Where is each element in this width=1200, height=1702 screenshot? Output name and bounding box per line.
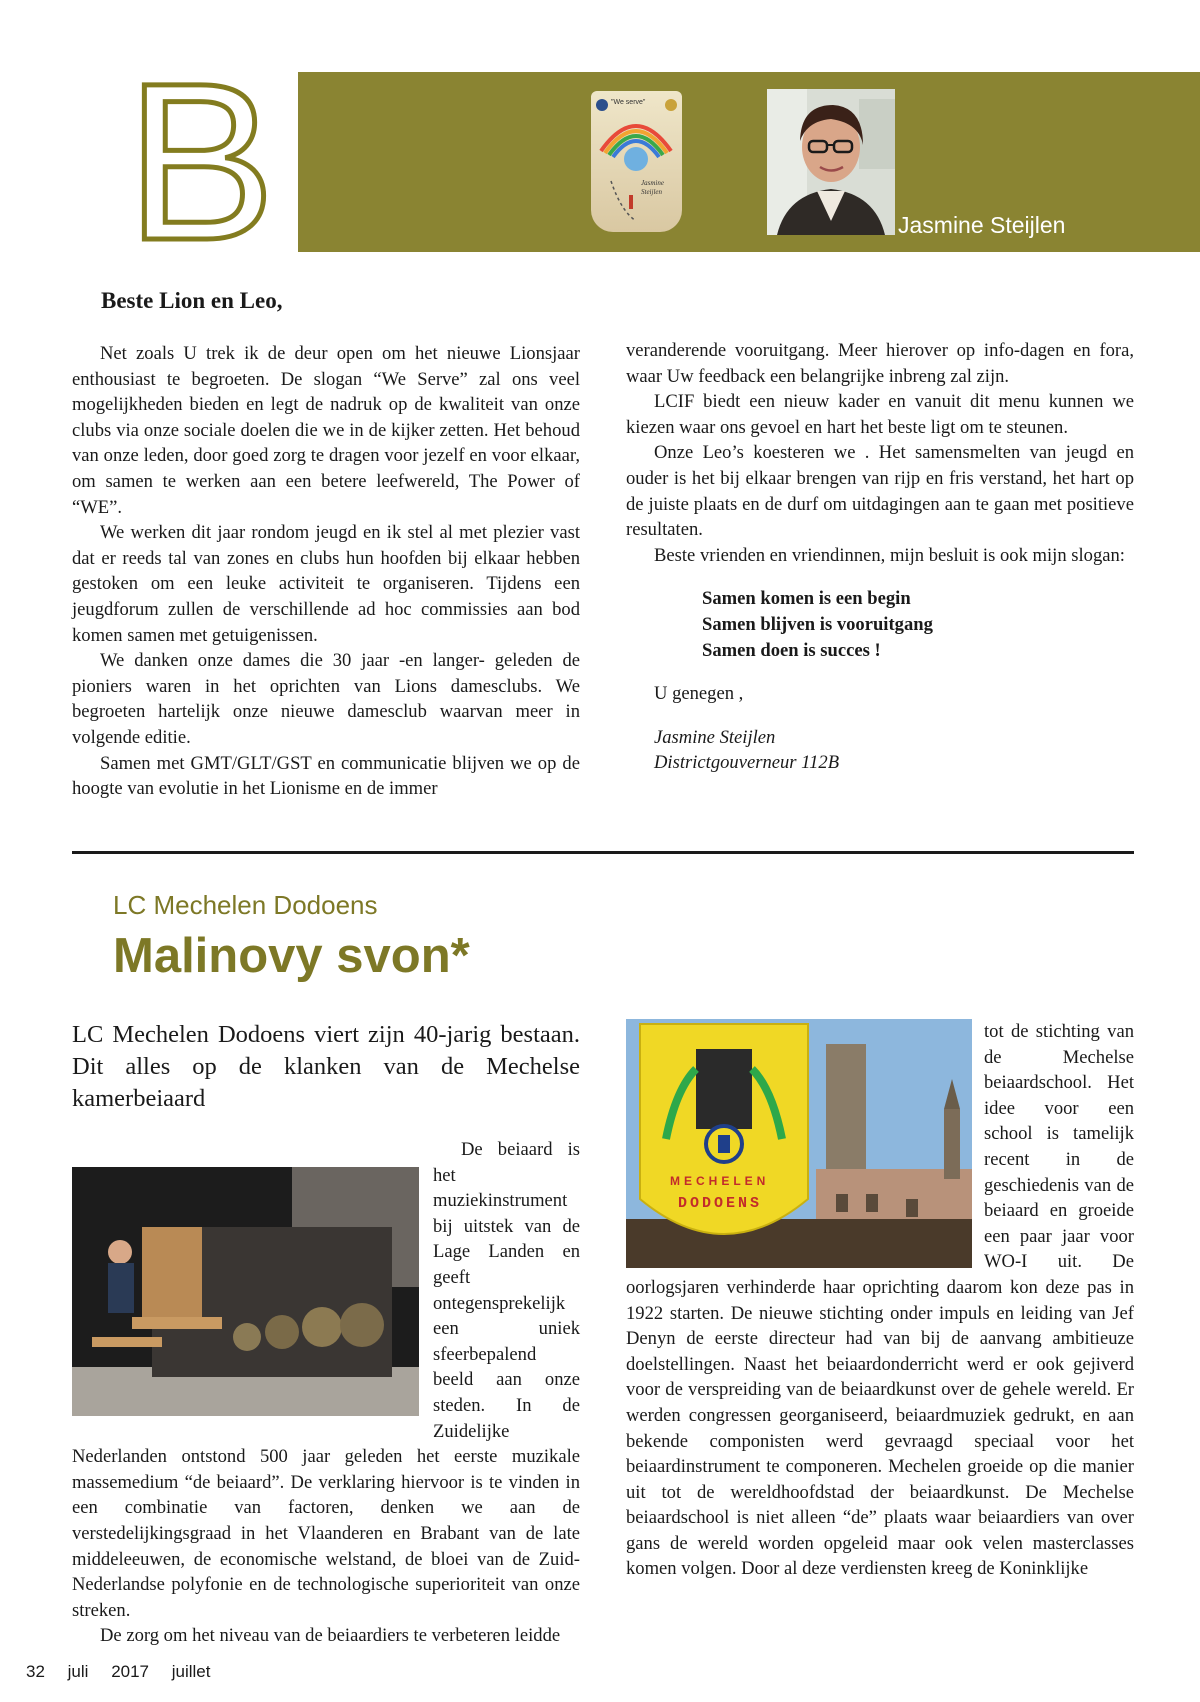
page-footer: [26, 1662, 229, 1682]
letter-paragraph: LCIF biedt een nieuw kader en vanuit dit menu kunnen we kiezen waar ons gevoel en hart het beste ligt om te steunen.: [626, 391, 1134, 438]
letter-paragraph: We werken dit jaar rondom jeugd en ik stel al met plezier vast dat er reeds tal van zones en clubs hun hoofden bij elkaar hebben gestoken om een leuke activiteit te organiseren. Tijdens een jeugdforum zullen de verschillende ad hoc commissies aan bod komen samen met getuigenissen.: [72, 522, 580, 646]
section-initial: B: [126, 37, 276, 287]
carillon-player-photo: [72, 1167, 419, 1416]
banner-text-mechelen: MECHELEN: [670, 1174, 770, 1188]
we-serve-poster-image: [591, 91, 682, 232]
letter-closing: U genegen ,: [654, 683, 744, 705]
issue-month: juli: [67, 1662, 89, 1681]
author-portrait-image: [767, 89, 895, 235]
letter-paragraph: Samen met GMT/GLT/GST en communicatie blijven we op de hoogte van evolutie in het Lionisme en de immer: [72, 752, 580, 800]
banner-text-dodoens: DODOENS: [678, 1195, 763, 1212]
issue-year: 2017: [111, 1662, 150, 1681]
club-banner-photo: [626, 1019, 972, 1268]
article-column-left: [72, 1137, 580, 1649]
signature-title: Districtgouverneur 112B: [654, 752, 840, 774]
author-name: Jasmine Steijlen: [898, 212, 1066, 238]
article-paragraph: De zorg om het niveau van de beiaardiers te verbeteren leidde: [100, 1625, 561, 1647]
letter-column-left: [72, 341, 580, 802]
issue-month-fr: juillet: [171, 1662, 211, 1681]
slogan-line: Samen komen is een begin: [702, 588, 911, 610]
letter-paragraph: We danken onze dames die 30 jaar -en langer- geleden de pioniers waren in het oprichten van Lions damesclubs. We begroeten hartelijk onze nieuwe damesclub waarvan meer in volgende editie.: [72, 650, 580, 748]
slogan: [702, 586, 1134, 663]
section-divider: [72, 851, 1134, 854]
article-title: Malinovy svon*: [113, 929, 470, 983]
article-lead: LC Mechelen Dodoens viert zijn 40-jarig bestaan. Dit alles op de klanken van de Mechelse kamerbeiaard: [72, 1021, 580, 1112]
poster-slogan: "We serve": [611, 99, 646, 106]
letter-paragraph: Onze Leo’s koesteren we . Het samensmelten van jeugd en ouder is het bij elkaar brengen van rijp en fris verstand, het hart op de juiste plaats en de durf om uitdagingen aan te gaan met positieve resultaten.: [626, 442, 1134, 541]
letter-signature: [654, 725, 1134, 776]
poster-name: Jasmine Steijlen: [641, 179, 664, 196]
article-paragraph: tot de stichting van de Mechelse beiaardschool. Het idee voor een school is tamelijk recent in de geschiedenis van de beiaard en groeide een paar jaar voor WO-I uit. De oorlogsjaren verhinderde haar oprichting daarom kon deze pas in 1922 starten. De nieuwe stichting onder impuls en leiding van Jef Denyn de eerste directeur had van bij de aanvang ambitieuze doelstellingen. Naast het beiaardonderricht werd er ook gejiverd voor de verspreiding van de beiaardkunst over de gehele wereld. Er werden congressen georganiseerd, beiaardmuziek gedrukt, en aan bekende componisten werd gevraagd speciaal voor het beiaardinstrument te componeren. Mechelen groeide op die manier uit tot de wereldhoofdstad der beiaardkunst. De Mechelse beiaardschool is niet alleen “de” plaats waar beiaardiers van over gans de wereld worden opgeleid maar ook velen masterclasses komen volgen. Door al deze verdiensten kreeg de Koninklijke: [626, 1021, 1134, 1580]
page-number: 32: [26, 1662, 45, 1681]
letter-column-right: [626, 338, 1134, 776]
letter-paragraph: Net zoals U trek ik de deur open om het nieuwe Lionsjaar enthousiast te begroeten. De slogan “We Serve” zal ons veel mogelijkheden bieden en legt de nadruk op de kwaliteit van onze clubs via onze sociale doelen die we in de kijker zetten. Het behoud van onze leden, door goed zorg te dragen voor jezelf en voor elkaar, om samen te werken aan een betere leefwereld, The Power of “WE”.: [72, 343, 580, 518]
slogan-line: Samen doen is succes !: [702, 639, 881, 661]
letter-paragraph: Beste vrienden en vriendinnen, mijn besluit is ook mijn slogan:: [654, 544, 1125, 566]
letter-salutation: Beste Lion en Leo,: [101, 288, 283, 313]
slogan-line: Samen blijven is vooruitgang: [702, 613, 933, 635]
letter-paragraph: veranderende vooruitgang. Meer hierover op info-dagen en fora, waar Uw feedback een belangrijke inbreng zal zijn.: [626, 340, 1134, 387]
article-paragraph: De beiaard is het muziekinstrument bij uitstek van de Lage Landen en geeft ontegensprekelijk een uniek sfeerbepalend beeld aan onze steden. In de Zuidelijke Nederlanden ontstond 500 jaar geleden het eerste muzikale massemedium “de beiaard”. De verklaring hiervoor is te vinden in een combinatie van factoren, denken we aan de verstedelijkingsgraad in het Vlaanderen en Brabant van de late middeleeuwen, de economische welstand, de bloei van de Zuid-Nederlandse polyfonie en de technologische superioriteit van onze streken.: [72, 1139, 580, 1621]
signature-name: Jasmine Steijlen: [654, 726, 776, 748]
article-kicker: LC Mechelen Dodoens: [113, 890, 378, 920]
article-column-right: [626, 1019, 1134, 1582]
